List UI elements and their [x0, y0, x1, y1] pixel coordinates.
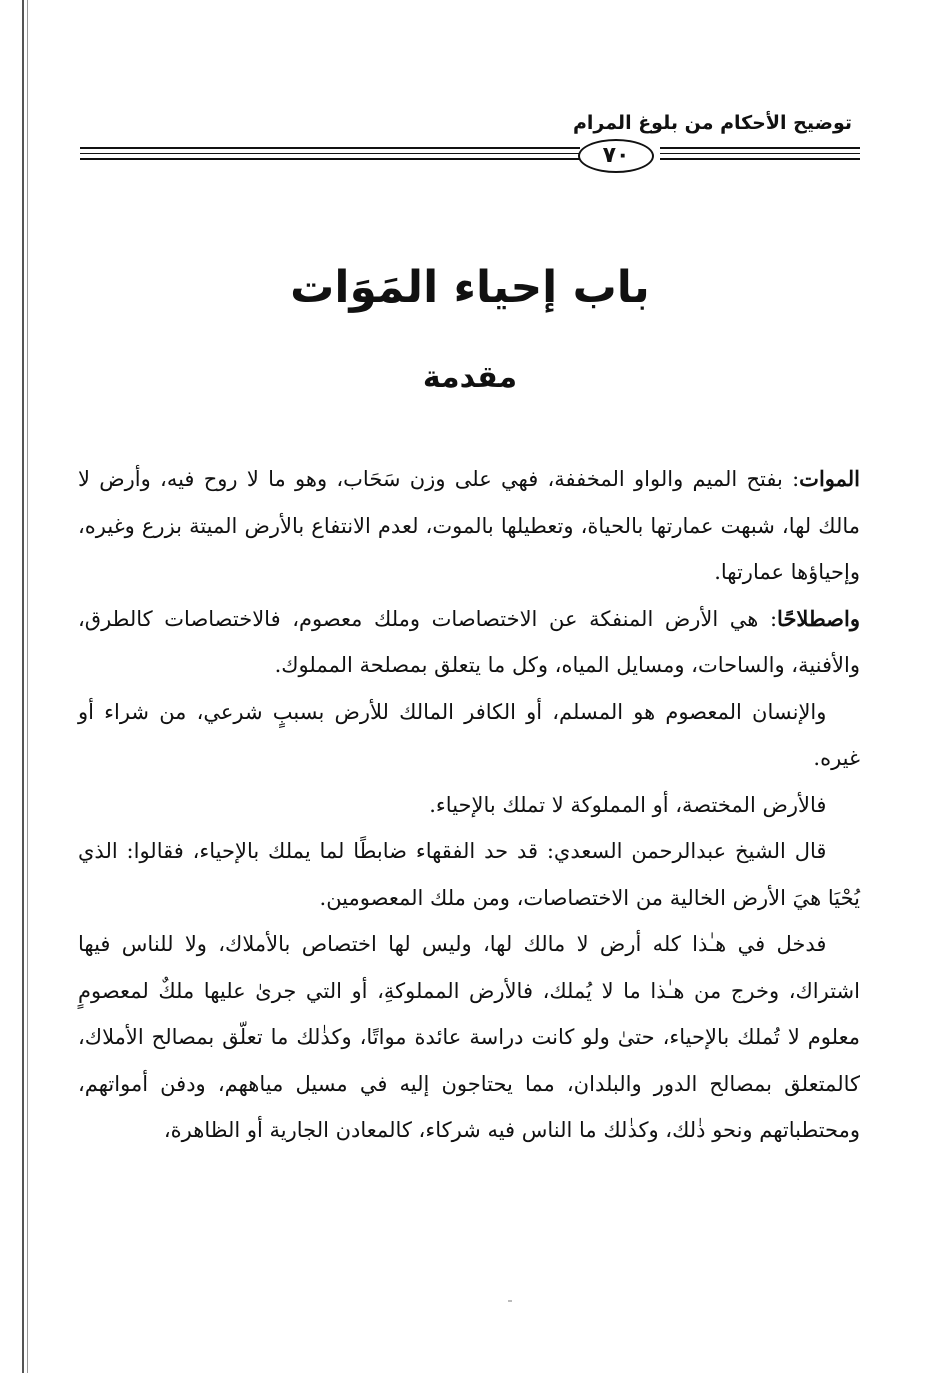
page-number: ٧٠ [578, 139, 654, 173]
term-mawat: الموات [799, 466, 860, 491]
paragraph-text: والإنسان المعصوم هو المسلم، أو الكافر المالك للأرض بسببٍ شرعي، من شراء أو غيره. [78, 699, 860, 770]
paragraph-text: فدخل في هـٰذا كله أرض لا مالك لها، وليس لها اختصاص بالأملاك، ولا للناس فيها اشتراك، وخرج من هـٰذا ما لا يُملك، فالأرض المملوكةِ، أو التي جرىٰ عليها ملكٌ لمعصومٍ معلوم لا تُملك بالإحياء، حتىٰ ولو كانت دراسة عائدة مواتًا، وكذٰلك ما تعلّق بمصالح الأملاك، كالمتعلق بمصالح الدور والبلدان، مما يحتاجون إليه في مسيل مياههم، ودفن أمواتهم، ومحتطباتهم ونحو ذٰلك، وكذٰلك ما الناس فيه شركاء، كالمعادن الجارية أو الظاهرة، [78, 932, 860, 1142]
section-title: مقدمة [422, 360, 518, 395]
paragraph-text: قال الشيخ عبدالرحمن السعدي: قد حد الفقهاء ضابطًا لما يملك بالإحياء، فقالوا: الذي يُحْيَا هيَ الأرض الخالية من الاختصاصات، ومن ملك المعصومين. [78, 839, 860, 910]
paragraph-definition-technical [78, 596, 860, 689]
running-title: توضيح الأحكام من بلوغ المرام [572, 112, 852, 134]
paragraph-text: : هي الأرض المنفكة عن الاختصاصات وملك معصوم، فالاختصاصات كالطرق، والأفنية، والساحات، ومسايل المياه، وكل ما يتعلق بمصلحة المملوك. [78, 606, 860, 677]
paragraph-explanation [78, 921, 860, 1154]
body-text [78, 456, 860, 1154]
paragraph-masum [78, 689, 860, 782]
paragraph-saadi-quote [78, 828, 860, 921]
paragraph-text: : بفتح الميم والواو المخففة، فهي على وزن سَحَاب، وهو ما لا روح فيه، وأرض لا مالك لها، شبهت عمارتها بالحياة، وتعطيلها بالموت، لعدم الانتفاع بالأرض الميتة بزرع وغيره، وإحياؤها عمارتها. [78, 467, 860, 584]
header-rule [80, 133, 860, 177]
paragraph-text: فالأرض المختصة، أو المملوكة لا تملك بالإحياء. [429, 792, 827, 817]
paragraph-definition-lexical [78, 456, 860, 596]
chapter-title: باب إحياء المَوَات [290, 262, 650, 313]
term-istilahan: واصطلاحًا [777, 605, 860, 631]
page-binding-edge-inner [27, 0, 28, 1373]
scan-speck [508, 1300, 512, 1302]
paragraph-owned-land [78, 782, 860, 829]
page-binding-edge [22, 0, 24, 1373]
